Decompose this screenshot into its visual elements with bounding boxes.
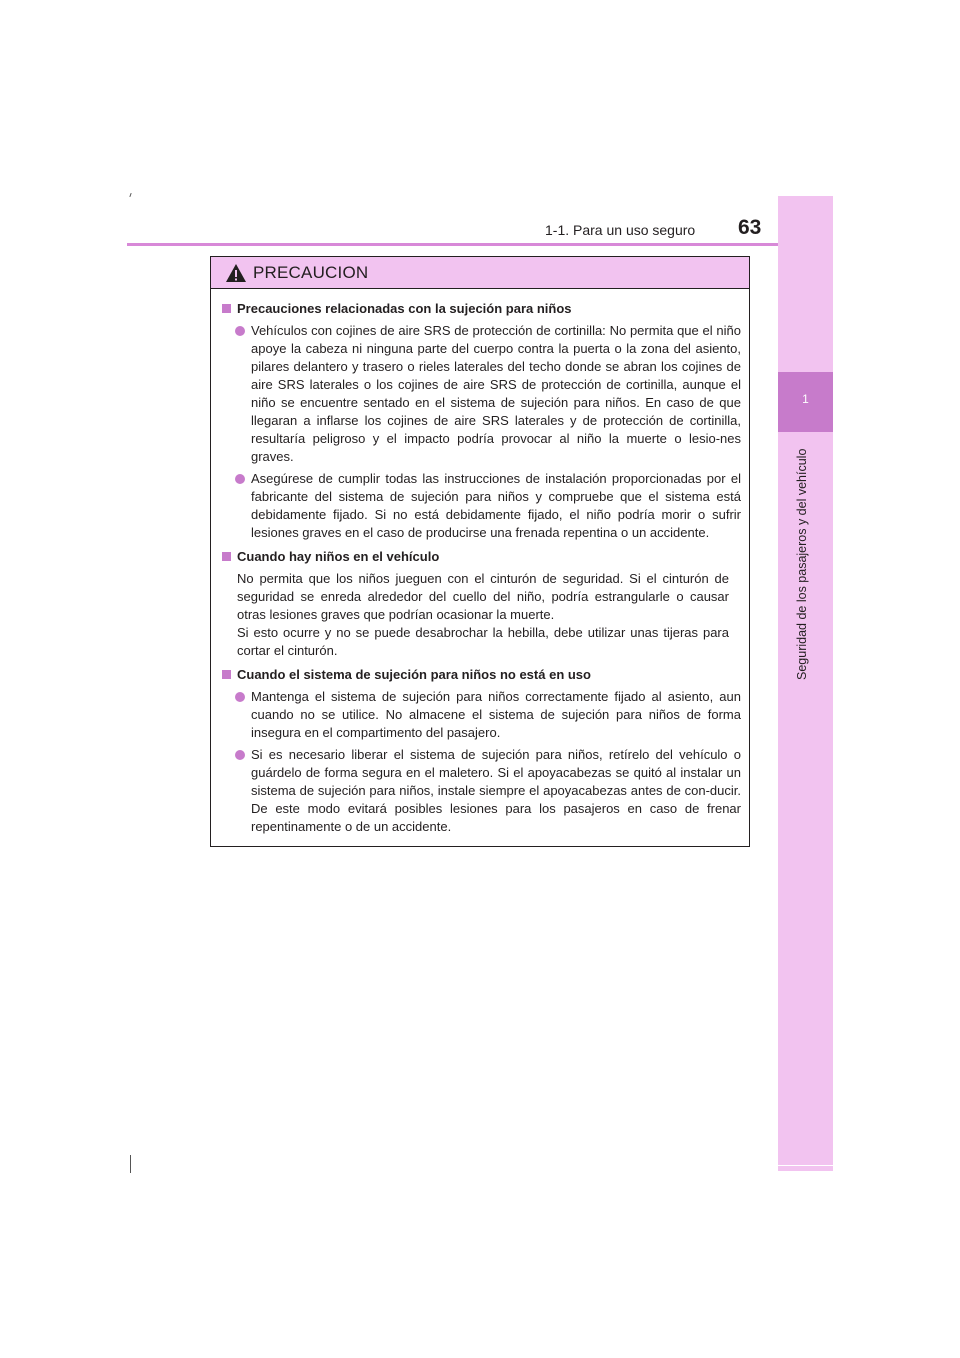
caution-section bbox=[219, 548, 741, 660]
page-number: 63 bbox=[738, 216, 762, 239]
crop-mark bbox=[130, 1155, 131, 1173]
section-heading bbox=[219, 666, 741, 684]
caution-section bbox=[219, 300, 741, 542]
circle-bullet-icon bbox=[235, 326, 245, 336]
section-title: 1-1. Para un uso seguro bbox=[545, 222, 696, 238]
list-item-text: Vehículos con cojines de aire SRS de protección de cortinilla: No permita que el niño apoye la cabeza ni ninguna parte del cuerpo contra la puerta o la zona del asiento, pilares delantero y trasero o rieles laterales del techo donde se abran los cojines de aire SRS laterales o los cojines de aire SRS de protección de cortinilla, aunque el niño se encuentre sentado en el sistema de sujeción para niños. En caso de que llegaran a inflarse los cojines de aire SRS laterales y de protección de cortinilla, resultaría peligroso y el impacto podría provocar al niño la muerte o lesio-nes graves. bbox=[251, 323, 741, 464]
list-item-text: Asegúrese de cumplir todas las instrucciones de instalación proporcionadas por el fabricante del sistema de sujeción para niños y compruebe que el sistema está debidamente fijado. Si no está debidamente fijado, el niño podría morir o sufrir lesiones graves en el caso de producirse una frenada repentina o un accidente. bbox=[251, 471, 741, 540]
list-item bbox=[219, 746, 741, 836]
chapter-side-tab bbox=[778, 196, 833, 1171]
circle-bullet-icon bbox=[235, 692, 245, 702]
side-tab-divider bbox=[778, 1165, 833, 1172]
square-bullet-icon bbox=[222, 552, 231, 561]
caution-title: PRECAUCION bbox=[253, 262, 369, 282]
warning-triangle-icon bbox=[225, 263, 247, 283]
section-heading bbox=[219, 300, 741, 318]
section-heading-text: Cuando hay niños en el vehículo bbox=[237, 549, 440, 564]
section-heading-text: Precauciones relacionadas con la sujeción para niños bbox=[237, 301, 572, 316]
square-bullet-icon bbox=[222, 304, 231, 313]
header-rule bbox=[127, 243, 833, 246]
circle-bullet-icon bbox=[235, 474, 245, 484]
crop-mark bbox=[129, 193, 131, 197]
caution-section bbox=[219, 666, 741, 836]
caution-header bbox=[211, 257, 749, 289]
list-item-text: Mantenga el sistema de sujeción para niños correctamente fijado al asiento, aun cuando no se utilice. No almacene el sistema de sujeción para niños de forma insegura en el compartimento del pasajero. bbox=[251, 689, 741, 740]
list-item bbox=[219, 470, 741, 542]
chapter-title: Seguridad de los pasajeros y del vehículo bbox=[795, 448, 809, 680]
list-item bbox=[219, 322, 741, 466]
circle-bullet-icon bbox=[235, 750, 245, 760]
square-bullet-icon bbox=[222, 670, 231, 679]
paragraph: No permita que los niños jueguen con el cinturón de seguridad. Si el cinturón de seguridad se enreda alrededor del cuello del niño, podría estrangularle o causar otras lesiones graves que podrían ocasionar la muerte. bbox=[237, 571, 729, 622]
list-item-text: Si es necesario liberar el sistema de sujeción para niños, retírelo del vehículo o guárdelo de forma segura en el maletero. Si el apoyacabezas se quitó al instalar un sistema de sujeción para niños, instale siempre el apoyacabezas antes de con-ducir. De este modo evitará posibles lesiones para los pasajeros en caso de frenar repentinamente o de un accidente. bbox=[251, 747, 741, 834]
list-item bbox=[219, 688, 741, 742]
section-heading bbox=[219, 548, 741, 566]
caution-body bbox=[211, 289, 749, 836]
paragraph: Si esto ocurre y no se puede desabrochar la hebilla, debe utilizar unas tijeras para cortar el cinturón. bbox=[237, 625, 729, 658]
section-heading-text: Cuando el sistema de sujeción para niños no está en uso bbox=[237, 667, 591, 682]
caution-box bbox=[210, 256, 750, 847]
chapter-number: 1 bbox=[802, 392, 809, 406]
